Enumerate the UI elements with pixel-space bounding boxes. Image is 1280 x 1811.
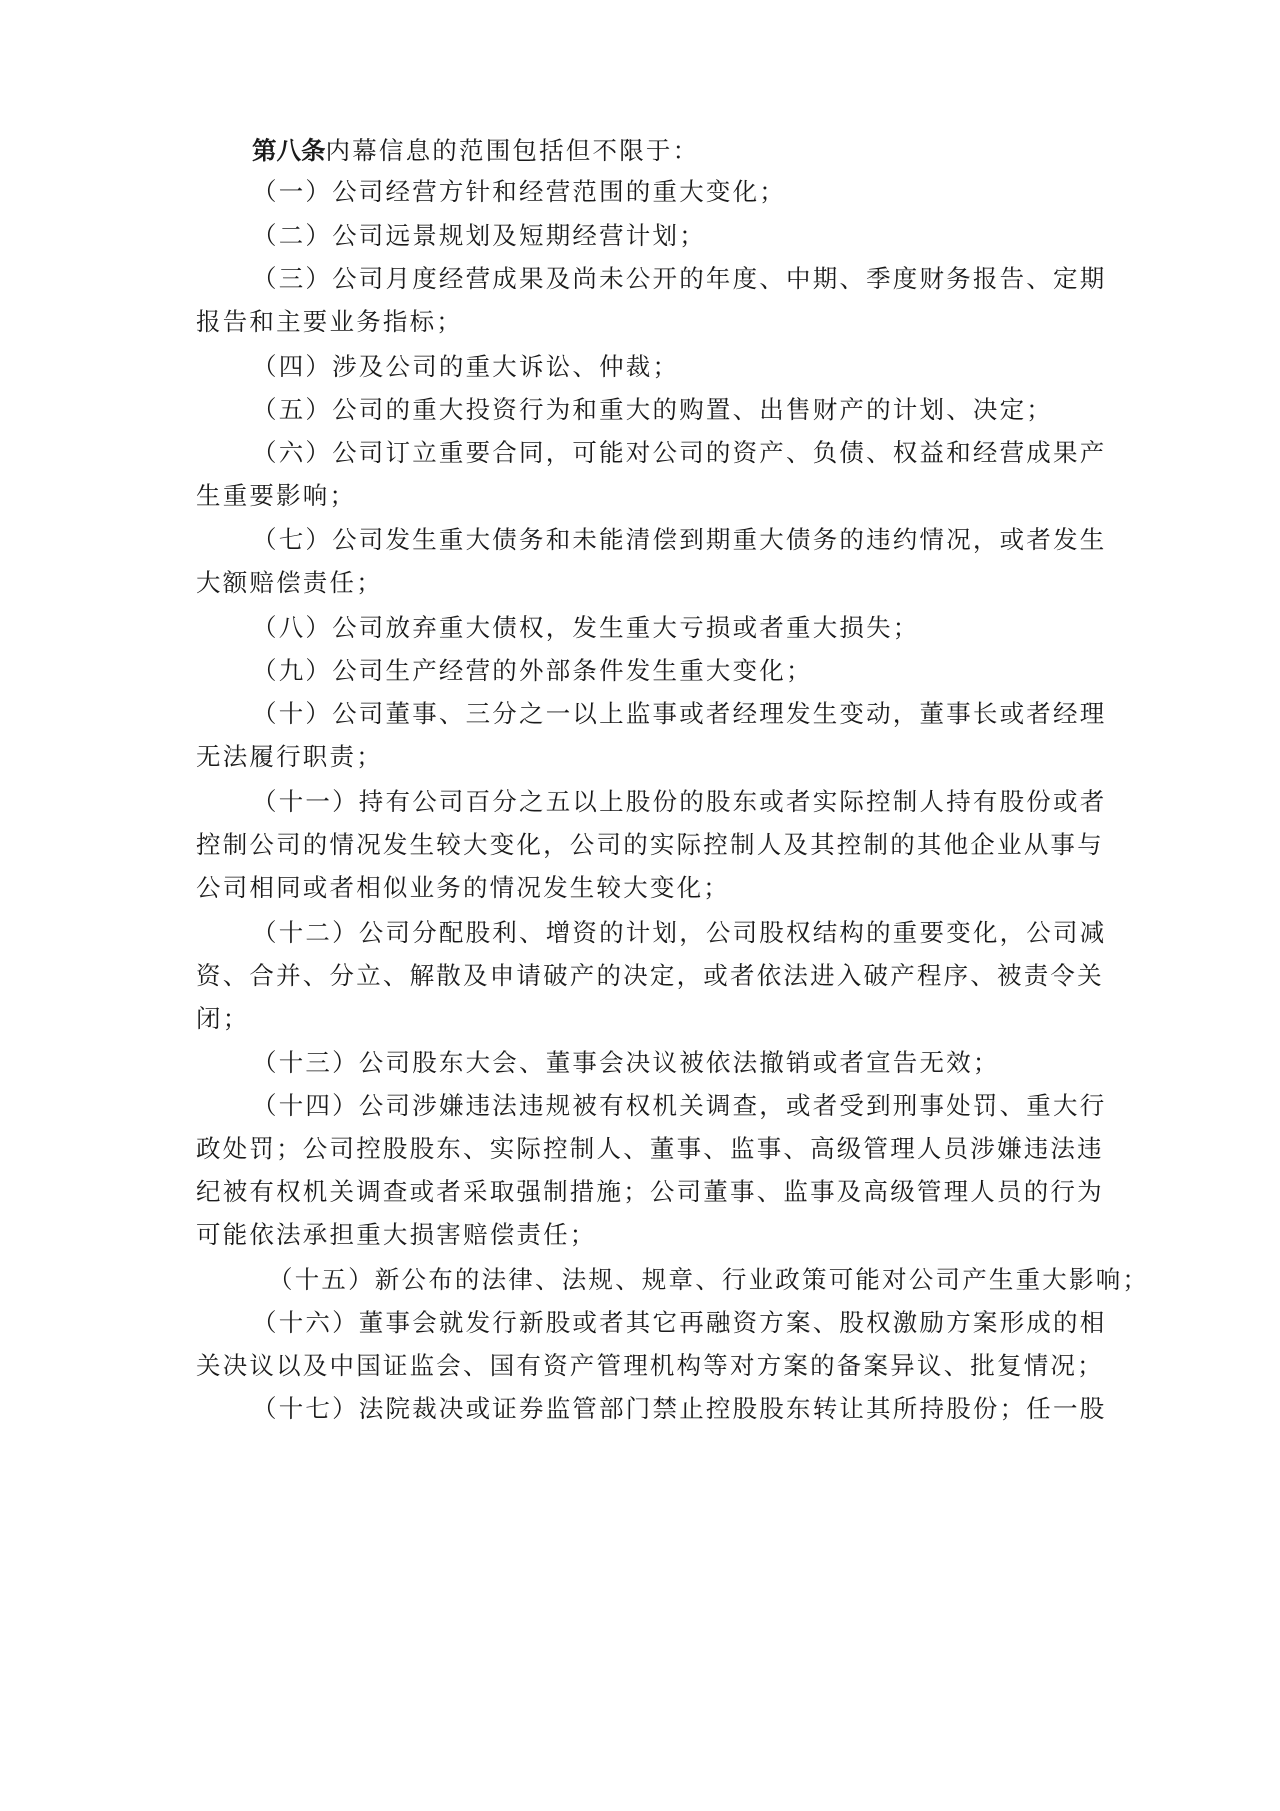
clause-12-cont-2: 闭； — [196, 1004, 250, 1033]
clause-9: （九）公司生产经营的外部条件发生重大变化； — [252, 656, 813, 685]
clause-14: （十四）公司涉嫌违法违规被有权机关调查，或者受到刑事处罚、重大行 — [252, 1091, 1107, 1120]
clause-16: （十六）董事会就发行新股或者其它再融资方案、股权激励方案形成的相 — [252, 1308, 1107, 1337]
clause-11-cont-2: 公司相同或者相似业务的情况发生较大变化； — [196, 873, 730, 902]
clause-14-cont-2: 纪被有权机关调查或者采取强制措施；公司董事、监事及高级管理人员的行为 — [196, 1177, 1104, 1206]
clause-15: （十五）新公布的法律、法规、规章、行业政策可能对公司产生重大影响； — [268, 1265, 1150, 1294]
article-intro: 内幕信息的范围包括但不限于： — [325, 136, 700, 165]
clause-16-cont: 关决议以及中国证监会、国有资产管理机构等对方案的备案异议、批复情况； — [196, 1351, 1104, 1380]
clause-6-cont: 生重要影响； — [196, 481, 357, 510]
clause-11: （十一）持有公司百分之五以上股份的股东或者实际控制人持有股份或者 — [252, 787, 1107, 816]
clause-3-cont: 报告和主要业务指标； — [196, 307, 463, 336]
clause-3: （三）公司月度经营成果及尚未公开的年度、中期、季度财务报告、定期 — [252, 264, 1107, 293]
clause-4: （四）涉及公司的重大诉讼、仲裁； — [252, 352, 680, 381]
clause-12-cont-1: 资、合并、分立、解散及申请破产的决定，或者依法进入破产程序、被责令关 — [196, 961, 1104, 990]
clause-14-cont-3: 可能依法承担重大损害赔偿责任； — [196, 1220, 597, 1249]
clause-1: （一）公司经营方针和经营范围的重大变化； — [252, 177, 786, 206]
article-heading-line — [252, 131, 1076, 171]
clause-2: （二）公司远景规划及短期经营计划； — [252, 221, 706, 250]
clause-7: （七）公司发生重大债务和未能清偿到期重大债务的违约情况，或者发生 — [252, 525, 1107, 554]
article-number: 第八条 — [252, 136, 326, 165]
clause-14-cont-1: 政处罚；公司控股股东、实际控制人、董事、监事、高级管理人员涉嫌违法违 — [196, 1134, 1104, 1163]
clause-6: （六）公司订立重要合同，可能对公司的资产、负债、权益和经营成果产 — [252, 438, 1107, 467]
clause-8: （八）公司放弃重大债权，发生重大亏损或者重大损失； — [252, 613, 920, 642]
clause-11-cont-1: 控制公司的情况发生较大变化，公司的实际控制人及其控制的其他企业从事与 — [196, 830, 1104, 859]
clause-13: （十三）公司股东大会、董事会决议被依法撤销或者宣告无效； — [252, 1048, 1000, 1077]
clause-12: （十二）公司分配股利、增资的计划，公司股权结构的重要变化，公司减 — [252, 918, 1107, 947]
clause-10-cont: 无法履行职责； — [196, 742, 383, 771]
clause-7-cont: 大额赔偿责任； — [196, 568, 383, 597]
clause-5: （五）公司的重大投资行为和重大的购置、出售财产的计划、决定； — [252, 395, 1053, 424]
clause-17: （十七）法院裁决或证券监管部门禁止控股股东转让其所持股份；任一股 — [252, 1394, 1107, 1423]
clause-10: （十）公司董事、三分之一以上监事或者经理发生变动，董事长或者经理 — [252, 699, 1107, 728]
